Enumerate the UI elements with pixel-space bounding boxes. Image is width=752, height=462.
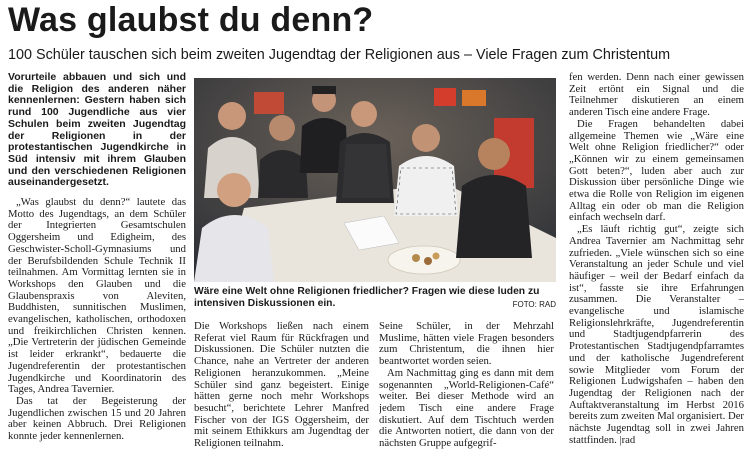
body-paragraph bbox=[569, 224, 744, 446]
body-paragraph: Das tat der Begeisterung der Jugendlichen zwischen 15 und 20 Jahren aber keinen Abbruch. Drei Religionen konnte jeder kennenlernen. bbox=[8, 394, 186, 443]
headline: Was glaubst du denn? bbox=[8, 1, 374, 39]
caption-text: Wäre eine Welt ohne Religionen friedlicher? Fragen wie diese luden zu intensiven Diskussionen ein. bbox=[194, 286, 540, 309]
article-column-4 bbox=[569, 72, 744, 462]
article-column-1 bbox=[8, 72, 186, 462]
body-paragraph: Die Workshops ließen nach einem Referat viel Raum für Rückfragen und Diskussionen. Die Schüler nutzten die Chance, nahe an Vertreter der anderen Religionen heranzukommen. „Meine Schüler sind ganz begeistert. Einige hätten gerne noch mehr Workshops besucht“, berichtete Lehrer Manfred Fischer von der IGS Oggersheim, der mit seinem Ethikkurs am Jugendtag der Religionen teilnahm. bbox=[194, 321, 369, 450]
body-paragraph: Die Fragen behandelten dabei allgemeine Themen wie „Wäre eine Welt ohne Religion friedlicher?“ oder „Können wir zu einem gemeinsamen Gott beten?“, luden aber auch zur Diskussion über persönliche Dinge wie etwa die Rolle von Religion im eigenen Alltag ein oder ob man die Religion einfach wechseln darf. bbox=[569, 117, 744, 224]
photo-caption bbox=[194, 286, 556, 311]
body-paragraph: fen werden. Denn nach einer gewissen Zeit ertönt ein Signal und die Teilnehmer diskutieren an einem anderen Tisch eine andere Frage. bbox=[569, 72, 744, 119]
photo-credit: FOTO: RAD bbox=[512, 300, 556, 309]
body-paragraph: Am Nachmittag ging es dann mit dem sogenannten „World-Religionen-Café“ weiter. Bei dieser Methode wird an jedem Tisch eine andere Frage diskutiert. Auf dem Tischtuch werden die Antworten notiert, die dann von der nächsten Gruppe aufgegrif- bbox=[379, 366, 554, 450]
body-paragraph: „Was glaubst du denn?“ lautete das Motto des Jugendtags, an dem Schüler der Integrierten Gesamtschulen Oggersheim und Edigheim, des Geschwister-Scholl-Gymnasiums und der Berufsbildenden Schule Technik II teilnahmen. Am Vormittag lernten sie in Workshops den Glauben und die Glaubenspraxis von Aleviten, Buddhisten, sunnitischen Muslimen, evangelischen, katholischen, orthodoxen und freikirchlichen Christen kennen. „Die Vertreterin der jüdischen Gemeinde ist leider erkrankt“, bedauerte die Jugendreferentin der protestantischen Jugendkirche und Koordinatorin des Tages, Andrea Tavernier. bbox=[8, 196, 186, 396]
article-photo bbox=[194, 78, 556, 282]
author-tag: |rad bbox=[619, 433, 636, 446]
photo-image bbox=[194, 78, 556, 282]
body-paragraph: Seine Schüler, in der Mehrzahl Muslime, hätten viele Fragen besonders zum Christentum, die ihnen hier beantwortet worden seien. bbox=[379, 321, 554, 368]
article-column-2 bbox=[194, 321, 369, 462]
lead-paragraph: Vorurteile abbauen und sich und die Religion des anderen näher kennenlernen: Gestern haben sich rund 100 Jugendliche aus vier Schulen beim zweiten Jugendtag der Religionen in der protestantischen Jugendkirche in Süd intensiv mit ihrem Glauben und den verschiedenen Religionen auseinandergesetzt. bbox=[8, 72, 186, 189]
article-column-3 bbox=[379, 321, 554, 462]
subheadline: 100 Schüler tauschen sich beim zweiten Jugendtag der Religionen aus – Viele Fragen zum Christentum bbox=[8, 47, 671, 63]
body-text: „Es läuft richtig gut“, zeigte sich Andrea Tavernier am Nachmittag sehr zufrieden. „Viele wünschen sich so eine Veranstaltung an jeder Schule und viel häufiger – weil der Bedarf einfach da ist“, fasste sie ihre Erfahrungen zusammen. Die Veranstalter – evangelische und islamische Religionslehrkräfte, Jugendreferentin und Stadtjugendpfarrerin des Protestantischen Stadtjugendpfarramtes und der katholische Jugendreferent sowie Mitglieder vom Forum der Religionen Ludwigshafen – haben den Jugendtag der Religionen nach der Auftaktveranstaltung im Herbst 2016 bereits zum zweiten Mal organisiert. Der nächste Jugendtag soll in zwei Jahren stattfinden. bbox=[569, 223, 744, 446]
